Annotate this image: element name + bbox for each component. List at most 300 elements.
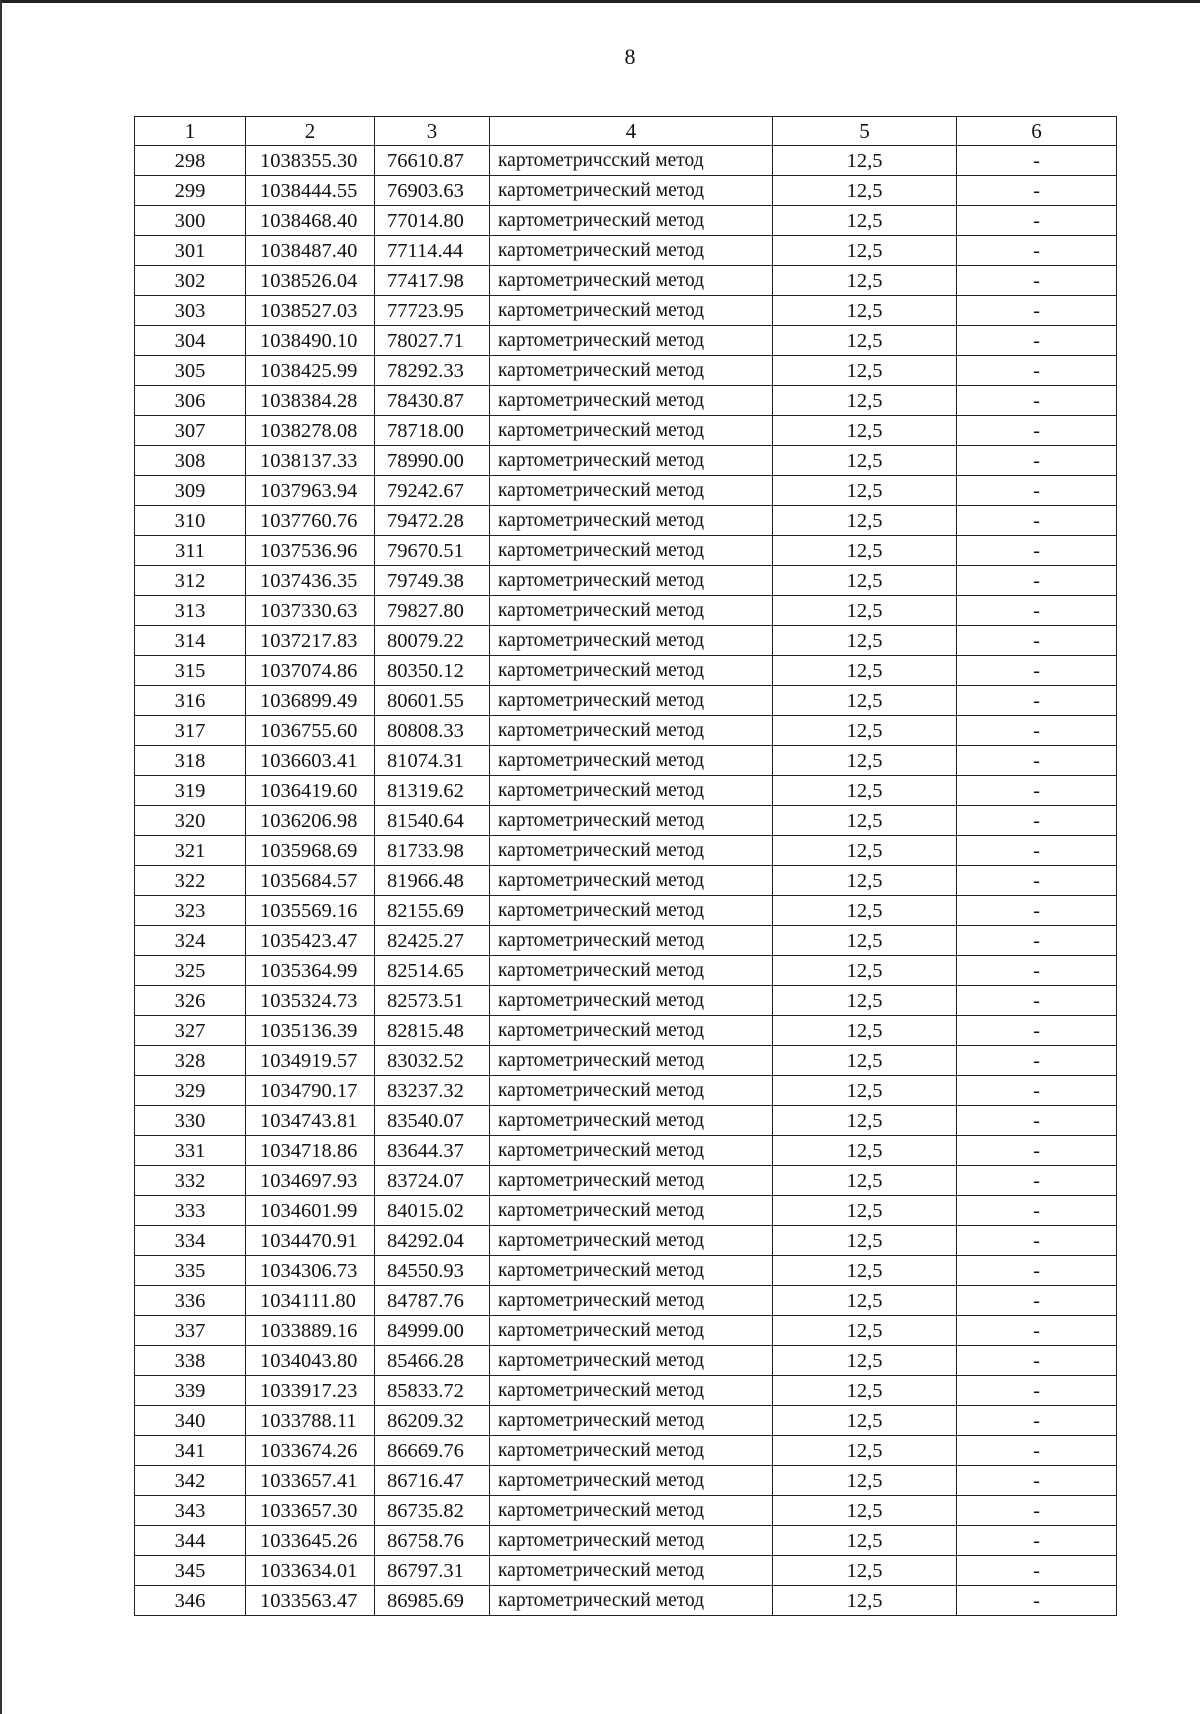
method-cell: картометрический метод	[490, 206, 773, 236]
y-coordinate-cell: 82425.27	[375, 926, 490, 956]
point-number-cell: 301	[135, 236, 246, 266]
x-coordinate-cell: 1033657.30	[246, 1496, 375, 1526]
table-header-row	[135, 117, 1117, 146]
x-coordinate-cell: 1035569.16	[246, 896, 375, 926]
point-number-cell: 333	[135, 1196, 246, 1226]
method-cell: картометрический метод	[490, 1556, 773, 1586]
y-coordinate-cell: 84550.93	[375, 1256, 490, 1286]
y-coordinate-cell: 79749.38	[375, 566, 490, 596]
x-coordinate-cell: 1038527.03	[246, 296, 375, 326]
table-row	[135, 296, 1117, 326]
note-cell: -	[957, 446, 1117, 476]
table-row	[135, 986, 1117, 1016]
y-coordinate-cell: 81319.62	[375, 776, 490, 806]
x-coordinate-cell: 1033788.11	[246, 1406, 375, 1436]
point-number-cell: 337	[135, 1316, 246, 1346]
table-row	[135, 1586, 1117, 1616]
y-coordinate-cell: 82514.65	[375, 956, 490, 986]
y-coordinate-cell: 81074.31	[375, 746, 490, 776]
method-cell: картометрический метод	[490, 986, 773, 1016]
x-coordinate-cell: 1038355.30	[246, 146, 375, 176]
point-number-cell: 321	[135, 836, 246, 866]
table-row	[135, 206, 1117, 236]
accuracy-cell: 12,5	[773, 446, 957, 476]
method-cell: картометрический метод	[490, 1466, 773, 1496]
y-coordinate-cell: 85833.72	[375, 1376, 490, 1406]
accuracy-cell: 12,5	[773, 1106, 957, 1136]
point-number-cell: 313	[135, 596, 246, 626]
note-cell: -	[957, 206, 1117, 236]
x-coordinate-cell: 1034306.73	[246, 1256, 375, 1286]
x-coordinate-cell: 1038444.55	[246, 176, 375, 206]
x-coordinate-cell: 1037330.63	[246, 596, 375, 626]
point-number-cell: 329	[135, 1076, 246, 1106]
point-number-cell: 300	[135, 206, 246, 236]
point-number-cell: 311	[135, 536, 246, 566]
table-row	[135, 326, 1117, 356]
point-number-cell: 328	[135, 1046, 246, 1076]
y-coordinate-cell: 82573.51	[375, 986, 490, 1016]
table-row	[135, 236, 1117, 266]
method-cell: картометрический метод	[490, 296, 773, 326]
method-cell: картометрический метод	[490, 1286, 773, 1316]
method-cell: картометрический метод	[490, 596, 773, 626]
table-row	[135, 566, 1117, 596]
method-cell: картометрический метод	[490, 1106, 773, 1136]
method-cell: картометрический метод	[490, 1226, 773, 1256]
note-cell: -	[957, 956, 1117, 986]
accuracy-cell: 12,5	[773, 236, 957, 266]
table-row	[135, 1526, 1117, 1556]
method-cell: картометрический метод	[490, 1046, 773, 1076]
method-cell: картометрический метод	[490, 236, 773, 266]
x-coordinate-cell: 1038137.33	[246, 446, 375, 476]
y-coordinate-cell: 86209.32	[375, 1406, 490, 1436]
point-number-cell: 304	[135, 326, 246, 356]
method-cell: картометрический метод	[490, 1196, 773, 1226]
accuracy-cell: 12,5	[773, 356, 957, 386]
x-coordinate-cell: 1033563.47	[246, 1586, 375, 1616]
method-cell: картометрический метод	[490, 956, 773, 986]
x-coordinate-cell: 1033657.41	[246, 1466, 375, 1496]
note-cell: -	[957, 1556, 1117, 1586]
page-number: 8	[624, 44, 636, 69]
table-row	[135, 1076, 1117, 1106]
y-coordinate-cell: 84015.02	[375, 1196, 490, 1226]
table-row	[135, 1136, 1117, 1166]
y-coordinate-cell: 78990.00	[375, 446, 490, 476]
note-cell: -	[957, 836, 1117, 866]
y-coordinate-cell: 80601.55	[375, 686, 490, 716]
x-coordinate-cell: 1038526.04	[246, 266, 375, 296]
method-cell: картометрический метод	[490, 386, 773, 416]
y-coordinate-cell: 83540.07	[375, 1106, 490, 1136]
method-cell: картометричсский метод	[490, 146, 773, 176]
method-cell: картометрический метод	[490, 716, 773, 746]
accuracy-cell: 12,5	[773, 1076, 957, 1106]
note-cell: -	[957, 1496, 1117, 1526]
accuracy-cell: 12,5	[773, 836, 957, 866]
table-row	[135, 926, 1117, 956]
table-row	[135, 836, 1117, 866]
column-header: 6	[957, 117, 1117, 146]
note-cell: -	[957, 1226, 1117, 1256]
table-row	[135, 1256, 1117, 1286]
x-coordinate-cell: 1033634.01	[246, 1556, 375, 1586]
point-number-cell: 335	[135, 1256, 246, 1286]
accuracy-cell: 12,5	[773, 1346, 957, 1376]
point-number-cell: 305	[135, 356, 246, 386]
method-cell: картометрический метод	[490, 506, 773, 536]
x-coordinate-cell: 1034919.57	[246, 1046, 375, 1076]
accuracy-cell: 12,5	[773, 806, 957, 836]
table-row	[135, 896, 1117, 926]
note-cell: -	[957, 596, 1117, 626]
method-cell: картометрический метод	[490, 1016, 773, 1046]
x-coordinate-cell: 1037760.76	[246, 506, 375, 536]
x-coordinate-cell: 1035968.69	[246, 836, 375, 866]
accuracy-cell: 12,5	[773, 1466, 957, 1496]
point-number-cell: 346	[135, 1586, 246, 1616]
x-coordinate-cell: 1035684.57	[246, 866, 375, 896]
method-cell: картометрический метод	[490, 746, 773, 776]
note-cell: -	[957, 896, 1117, 926]
table-row	[135, 1016, 1117, 1046]
x-coordinate-cell: 1035364.99	[246, 956, 375, 986]
table-row	[135, 1316, 1117, 1346]
y-coordinate-cell: 77014.80	[375, 206, 490, 236]
accuracy-cell: 12,5	[773, 746, 957, 776]
point-number-cell: 316	[135, 686, 246, 716]
accuracy-cell: 12,5	[773, 656, 957, 686]
y-coordinate-cell: 79242.67	[375, 476, 490, 506]
accuracy-cell: 12,5	[773, 1256, 957, 1286]
x-coordinate-cell: 1038384.28	[246, 386, 375, 416]
table-row	[135, 446, 1117, 476]
point-number-cell: 322	[135, 866, 246, 896]
point-number-cell: 310	[135, 506, 246, 536]
accuracy-cell: 12,5	[773, 986, 957, 1016]
table-row	[135, 176, 1117, 206]
accuracy-cell: 12,5	[773, 1526, 957, 1556]
note-cell: -	[957, 656, 1117, 686]
table-row	[135, 416, 1117, 446]
table-row	[135, 1226, 1117, 1256]
y-coordinate-cell: 86735.82	[375, 1496, 490, 1526]
note-cell: -	[957, 1076, 1117, 1106]
point-number-cell: 334	[135, 1226, 246, 1256]
column-header: 2	[246, 117, 375, 146]
table-row	[135, 1196, 1117, 1226]
accuracy-cell: 12,5	[773, 296, 957, 326]
column-header: 4	[490, 117, 773, 146]
y-coordinate-cell: 79827.80	[375, 596, 490, 626]
point-number-cell: 336	[135, 1286, 246, 1316]
y-coordinate-cell: 79472.28	[375, 506, 490, 536]
y-coordinate-cell: 84787.76	[375, 1286, 490, 1316]
note-cell: -	[957, 296, 1117, 326]
table-row	[135, 686, 1117, 716]
x-coordinate-cell: 1034697.93	[246, 1166, 375, 1196]
accuracy-cell: 12,5	[773, 1226, 957, 1256]
y-coordinate-cell: 86669.76	[375, 1436, 490, 1466]
y-coordinate-cell: 82155.69	[375, 896, 490, 926]
accuracy-cell: 12,5	[773, 626, 957, 656]
note-cell: -	[957, 176, 1117, 206]
point-number-cell: 298	[135, 146, 246, 176]
method-cell: картометрический метод	[490, 1406, 773, 1436]
y-coordinate-cell: 78292.33	[375, 356, 490, 386]
point-number-cell: 324	[135, 926, 246, 956]
point-number-cell: 308	[135, 446, 246, 476]
point-number-cell: 331	[135, 1136, 246, 1166]
y-coordinate-cell: 86985.69	[375, 1586, 490, 1616]
y-coordinate-cell: 86716.47	[375, 1466, 490, 1496]
accuracy-cell: 12,5	[773, 1496, 957, 1526]
accuracy-cell: 12,5	[773, 386, 957, 416]
note-cell: -	[957, 476, 1117, 506]
y-coordinate-cell: 81540.64	[375, 806, 490, 836]
point-number-cell: 318	[135, 746, 246, 776]
note-cell: -	[957, 806, 1117, 836]
point-number-cell: 338	[135, 1346, 246, 1376]
column-header: 1	[135, 117, 246, 146]
note-cell: -	[957, 986, 1117, 1016]
table-row	[135, 506, 1117, 536]
point-number-cell: 317	[135, 716, 246, 746]
x-coordinate-cell: 1034470.91	[246, 1226, 375, 1256]
table-row	[135, 356, 1117, 386]
accuracy-cell: 12,5	[773, 1586, 957, 1616]
note-cell: -	[957, 506, 1117, 536]
x-coordinate-cell: 1035136.39	[246, 1016, 375, 1046]
table-row	[135, 1376, 1117, 1406]
column-header: 5	[773, 117, 957, 146]
y-coordinate-cell: 80808.33	[375, 716, 490, 746]
x-coordinate-cell: 1034718.86	[246, 1136, 375, 1166]
point-number-cell: 339	[135, 1376, 246, 1406]
x-coordinate-cell: 1033645.26	[246, 1526, 375, 1556]
y-coordinate-cell: 86758.76	[375, 1526, 490, 1556]
note-cell: -	[957, 1466, 1117, 1496]
method-cell: картометрический метод	[490, 626, 773, 656]
coordinates-table	[134, 116, 1117, 1616]
y-coordinate-cell: 80350.12	[375, 656, 490, 686]
point-number-cell: 344	[135, 1526, 246, 1556]
accuracy-cell: 12,5	[773, 326, 957, 356]
y-coordinate-cell: 83237.32	[375, 1076, 490, 1106]
note-cell: -	[957, 146, 1117, 176]
accuracy-cell: 12,5	[773, 206, 957, 236]
x-coordinate-cell: 1034111.80	[246, 1286, 375, 1316]
method-cell: картометрический метод	[490, 1436, 773, 1466]
method-cell: картометрический метод	[490, 416, 773, 446]
accuracy-cell: 12,5	[773, 776, 957, 806]
x-coordinate-cell: 1038425.99	[246, 356, 375, 386]
y-coordinate-cell: 79670.51	[375, 536, 490, 566]
table-row	[135, 716, 1117, 746]
y-coordinate-cell: 82815.48	[375, 1016, 490, 1046]
x-coordinate-cell: 1034790.17	[246, 1076, 375, 1106]
x-coordinate-cell: 1038468.40	[246, 206, 375, 236]
table-row	[135, 386, 1117, 416]
point-number-cell: 340	[135, 1406, 246, 1436]
x-coordinate-cell: 1037217.83	[246, 626, 375, 656]
x-coordinate-cell: 1034043.80	[246, 1346, 375, 1376]
table-row	[135, 1166, 1117, 1196]
x-coordinate-cell: 1037536.96	[246, 536, 375, 566]
note-cell: -	[957, 1286, 1117, 1316]
method-cell: картометрический метод	[490, 536, 773, 566]
x-coordinate-cell: 1033674.26	[246, 1436, 375, 1466]
y-coordinate-cell: 78027.71	[375, 326, 490, 356]
accuracy-cell: 12,5	[773, 1136, 957, 1166]
accuracy-cell: 12,5	[773, 1016, 957, 1046]
note-cell: -	[957, 1046, 1117, 1076]
point-number-cell: 315	[135, 656, 246, 686]
point-number-cell: 325	[135, 956, 246, 986]
y-coordinate-cell: 76610.87	[375, 146, 490, 176]
table-row	[135, 596, 1117, 626]
point-number-cell: 309	[135, 476, 246, 506]
note-cell: -	[957, 1166, 1117, 1196]
method-cell: картометрический метод	[490, 476, 773, 506]
point-number-cell: 319	[135, 776, 246, 806]
table-row	[135, 266, 1117, 296]
method-cell: картометрический метод	[490, 896, 773, 926]
column-header: 3	[375, 117, 490, 146]
note-cell: -	[957, 1016, 1117, 1046]
accuracy-cell: 12,5	[773, 1196, 957, 1226]
point-number-cell: 327	[135, 1016, 246, 1046]
x-coordinate-cell: 1037436.35	[246, 566, 375, 596]
table-row	[135, 146, 1117, 176]
table-row	[135, 1046, 1117, 1076]
x-coordinate-cell: 1036899.49	[246, 686, 375, 716]
method-cell: картометрический метод	[490, 686, 773, 716]
y-coordinate-cell: 80079.22	[375, 626, 490, 656]
note-cell: -	[957, 1376, 1117, 1406]
note-cell: -	[957, 776, 1117, 806]
method-cell: картометрический метод	[490, 806, 773, 836]
x-coordinate-cell: 1038487.40	[246, 236, 375, 266]
note-cell: -	[957, 866, 1117, 896]
note-cell: -	[957, 356, 1117, 386]
y-coordinate-cell: 81966.48	[375, 866, 490, 896]
method-cell: картометрический метод	[490, 266, 773, 296]
accuracy-cell: 12,5	[773, 1166, 957, 1196]
table-row	[135, 1106, 1117, 1136]
point-number-cell: 307	[135, 416, 246, 446]
x-coordinate-cell: 1036755.60	[246, 716, 375, 746]
point-number-cell: 332	[135, 1166, 246, 1196]
note-cell: -	[957, 686, 1117, 716]
method-cell: картометрический метод	[490, 326, 773, 356]
x-coordinate-cell: 1036206.98	[246, 806, 375, 836]
method-cell: картометрический метод	[490, 1586, 773, 1616]
accuracy-cell: 12,5	[773, 1376, 957, 1406]
note-cell: -	[957, 1256, 1117, 1286]
accuracy-cell: 12,5	[773, 596, 957, 626]
note-cell: -	[957, 1436, 1117, 1466]
x-coordinate-cell: 1037074.86	[246, 656, 375, 686]
y-coordinate-cell: 77114.44	[375, 236, 490, 266]
table-row	[135, 866, 1117, 896]
method-cell: картометрический метод	[490, 1496, 773, 1526]
table-row	[135, 746, 1117, 776]
note-cell: -	[957, 1346, 1117, 1376]
x-coordinate-cell: 1034601.99	[246, 1196, 375, 1226]
y-coordinate-cell: 85466.28	[375, 1346, 490, 1376]
y-coordinate-cell: 83724.07	[375, 1166, 490, 1196]
point-number-cell: 345	[135, 1556, 246, 1586]
table-row	[135, 1406, 1117, 1436]
accuracy-cell: 12,5	[773, 266, 957, 296]
point-number-cell: 303	[135, 296, 246, 326]
accuracy-cell: 12,5	[773, 416, 957, 446]
point-number-cell: 341	[135, 1436, 246, 1466]
table-row	[135, 806, 1117, 836]
table-row	[135, 1466, 1117, 1496]
point-number-cell: 323	[135, 896, 246, 926]
x-coordinate-cell: 1037963.94	[246, 476, 375, 506]
point-number-cell: 326	[135, 986, 246, 1016]
method-cell: картометрический метод	[490, 776, 773, 806]
accuracy-cell: 12,5	[773, 146, 957, 176]
y-coordinate-cell: 83644.37	[375, 1136, 490, 1166]
accuracy-cell: 12,5	[773, 476, 957, 506]
x-coordinate-cell: 1036603.41	[246, 746, 375, 776]
table-row	[135, 536, 1117, 566]
note-cell: -	[957, 626, 1117, 656]
note-cell: -	[957, 416, 1117, 446]
accuracy-cell: 12,5	[773, 1436, 957, 1466]
point-number-cell: 330	[135, 1106, 246, 1136]
point-number-cell: 302	[135, 266, 246, 296]
y-coordinate-cell: 81733.98	[375, 836, 490, 866]
note-cell: -	[957, 1136, 1117, 1166]
method-cell: картометрический метод	[490, 1076, 773, 1106]
note-cell: -	[957, 386, 1117, 416]
x-coordinate-cell: 1038278.08	[246, 416, 375, 446]
y-coordinate-cell: 77417.98	[375, 266, 490, 296]
y-coordinate-cell: 78718.00	[375, 416, 490, 446]
y-coordinate-cell: 86797.31	[375, 1556, 490, 1586]
note-cell: -	[957, 746, 1117, 776]
accuracy-cell: 12,5	[773, 956, 957, 986]
accuracy-cell: 12,5	[773, 1286, 957, 1316]
accuracy-cell: 12,5	[773, 1406, 957, 1436]
accuracy-cell: 12,5	[773, 1556, 957, 1586]
y-coordinate-cell: 76903.63	[375, 176, 490, 206]
method-cell: картометрический метод	[490, 1136, 773, 1166]
table-row	[135, 656, 1117, 686]
note-cell: -	[957, 536, 1117, 566]
y-coordinate-cell: 84292.04	[375, 1226, 490, 1256]
method-cell: картометрический метод	[490, 836, 773, 866]
y-coordinate-cell: 77723.95	[375, 296, 490, 326]
y-coordinate-cell: 83032.52	[375, 1046, 490, 1076]
note-cell: -	[957, 1586, 1117, 1616]
accuracy-cell: 12,5	[773, 716, 957, 746]
accuracy-cell: 12,5	[773, 1316, 957, 1346]
point-number-cell: 314	[135, 626, 246, 656]
x-coordinate-cell: 1036419.60	[246, 776, 375, 806]
point-number-cell: 299	[135, 176, 246, 206]
method-cell: картометрический метод	[490, 566, 773, 596]
accuracy-cell: 12,5	[773, 866, 957, 896]
point-number-cell: 320	[135, 806, 246, 836]
